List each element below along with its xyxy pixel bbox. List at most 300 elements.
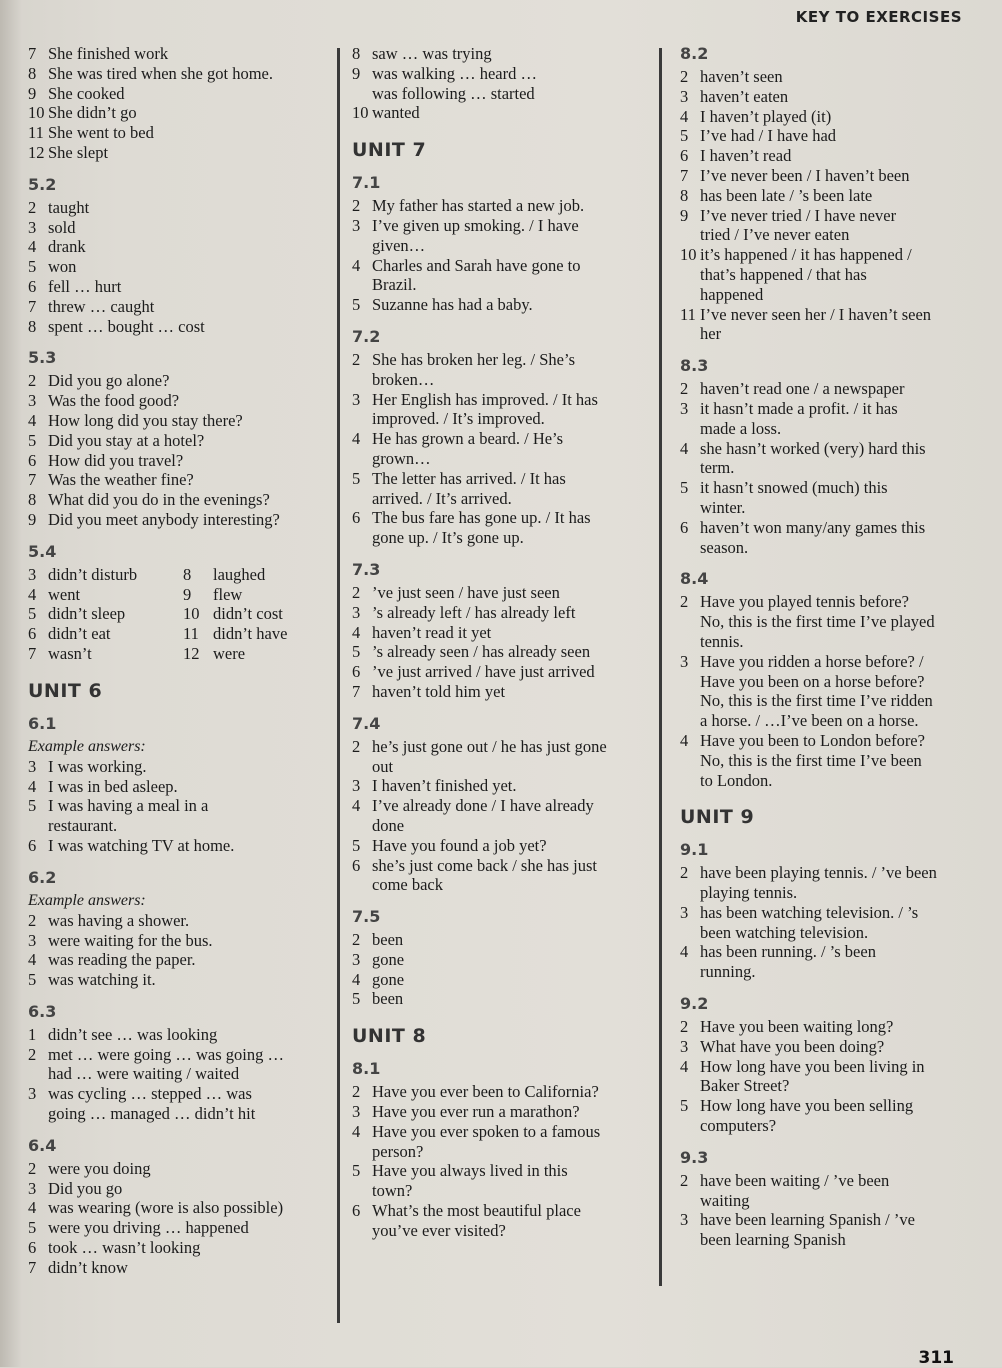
item-number: 7 — [28, 470, 37, 490]
answer-text: tennis. — [700, 631, 744, 651]
item-number: 9 — [183, 584, 192, 604]
answer-line — [28, 624, 183, 644]
answer-text: She went to bed — [48, 123, 154, 143]
answer-line — [352, 256, 652, 276]
answer-text: She slept — [48, 142, 109, 162]
answer-line — [680, 399, 980, 419]
item-number: 5 — [28, 430, 37, 450]
answer-line — [352, 970, 652, 990]
answer-line — [680, 1210, 980, 1230]
answer-text: I was having a meal in a — [48, 796, 209, 816]
item-number: 4 — [28, 584, 37, 604]
answer-text: have been learning Spanish / ’ve — [700, 1210, 915, 1230]
answer-text: computers? — [700, 1116, 777, 1136]
answer-text: Have you found a job yet? — [372, 835, 547, 855]
answer-text: I’ve already done / I have already — [372, 796, 594, 816]
answer-continuation — [680, 691, 980, 711]
answer-text: saw … was trying — [372, 44, 492, 63]
answer-text: was watching it. — [48, 970, 156, 990]
answer-column-3 — [680, 44, 980, 1250]
answer-text: running. — [700, 962, 756, 982]
item-number: 7 — [28, 643, 37, 663]
answer-text: ’s already seen / has already seen — [372, 642, 591, 662]
answer-text: happened — [700, 284, 764, 304]
answer-text: season. — [700, 537, 749, 557]
answer-line — [680, 305, 980, 325]
answer-continuation — [352, 1142, 652, 1162]
answer-text: How long did you stay there? — [48, 410, 243, 430]
exercise-heading: 6.3 — [28, 1001, 57, 1021]
answer-line — [352, 1161, 652, 1181]
answer-line — [28, 1179, 333, 1199]
item-number: 5 — [680, 126, 689, 146]
answer-line — [680, 863, 980, 883]
answer-text: Suzanne has had a baby. — [372, 295, 533, 315]
item-number: 6 — [28, 624, 37, 644]
answer-continuation — [680, 771, 980, 791]
exercise-heading: 6.1 — [28, 713, 57, 733]
answer-text: I’ve never tried / I have never — [700, 205, 897, 225]
answer-text: was reading the paper. — [48, 950, 196, 970]
answer-continuation — [680, 672, 980, 692]
answer-text: it hasn’t snowed (much) this — [700, 478, 888, 498]
item-number: 5 — [352, 989, 361, 1009]
answer-text: have been playing tennis. / ’ve been — [700, 863, 937, 883]
item-number: 3 — [680, 86, 689, 106]
answer-text: Have you been to London before? — [700, 730, 925, 750]
item-number: 4 — [680, 106, 689, 126]
answer-text: was having a shower. — [48, 910, 190, 930]
answer-continuation — [680, 265, 980, 285]
answer-text: gone up. / It’s gone up. — [372, 528, 524, 548]
answer-text: took … wasn’t looking — [48, 1238, 201, 1258]
answer-text: won — [48, 257, 77, 277]
item-number: 3 — [28, 1178, 37, 1198]
answer-line — [352, 64, 652, 84]
answer-text: haven’t eaten — [700, 86, 789, 106]
answer-text: you’ve ever visited? — [372, 1220, 506, 1240]
answer-line — [183, 624, 323, 644]
answer-text: tried / I’ve never eaten — [700, 225, 850, 245]
answer-continuation — [680, 1230, 980, 1250]
answer-text: I haven’t played (it) — [700, 106, 832, 126]
answer-text: been learning Spanish — [700, 1230, 846, 1250]
answer-text: made a loss. — [700, 418, 782, 438]
answer-text: didn’t know — [48, 1257, 128, 1277]
answer-line — [680, 126, 980, 146]
answer-line — [680, 1171, 980, 1191]
answer-column-2 — [352, 44, 652, 1241]
answer-line — [28, 1238, 333, 1258]
answer-text: given… — [372, 235, 426, 255]
item-number: 10 — [352, 103, 369, 123]
answer-line — [352, 429, 652, 449]
answer-text: it hasn’t made a profit. / it has — [700, 398, 898, 418]
answer-text: haven’t read it yet — [372, 622, 492, 642]
item-number: 6 — [28, 1238, 37, 1258]
answer-text: No, this is the first time I’ve played — [700, 612, 935, 632]
answer-text: I’ve never seen her / I haven’t seen — [700, 304, 932, 324]
answer-text: Have you ridden a horse before? / — [700, 651, 924, 671]
answer-line — [680, 166, 980, 186]
item-number: 2 — [28, 1158, 37, 1178]
answer-line — [680, 903, 980, 923]
item-number: 3 — [352, 215, 361, 235]
item-number: 3 — [352, 776, 361, 796]
item-number: 2 — [352, 349, 361, 369]
answer-text: gone — [372, 949, 405, 969]
answer-text: Her English has improved. / It has — [372, 389, 598, 409]
answer-line — [680, 1096, 980, 1116]
exercise-heading: 5.3 — [28, 348, 57, 368]
answer-line — [352, 642, 652, 662]
item-number: 2 — [28, 197, 37, 217]
answer-line — [28, 470, 333, 490]
item-number: 3 — [28, 930, 37, 950]
answer-text: person? — [372, 1141, 424, 1161]
answer-text: Was the weather fine? — [48, 470, 194, 490]
item-number: 3 — [28, 217, 37, 237]
item-number: 9 — [680, 205, 689, 225]
item-number: 3 — [28, 756, 37, 776]
answer-line — [28, 604, 183, 624]
item-number: 6 — [352, 508, 361, 528]
answer-line — [28, 257, 333, 277]
answer-text: Did you stay at a hotel? — [48, 430, 205, 450]
item-number: 4 — [28, 1198, 37, 1218]
answer-text: she hasn’t worked (very) hard this — [700, 438, 926, 458]
answer-text: ’ve just seen / have just seen — [372, 582, 560, 602]
exercise-heading: 6.4 — [28, 1135, 57, 1155]
answer-text: went — [48, 584, 81, 604]
answer-text: that’s happened / that has — [700, 264, 867, 284]
answer-continuation — [352, 875, 652, 895]
item-number: 2 — [680, 379, 689, 399]
item-number: 2 — [680, 863, 689, 883]
answer-text: She was tired when she got home. — [48, 63, 273, 83]
answer-text: grown… — [372, 448, 431, 468]
answer-line — [680, 518, 980, 538]
answer-line — [28, 277, 333, 297]
answer-text: I was in bed asleep. — [48, 776, 178, 796]
item-number: 2 — [680, 1017, 689, 1037]
answer-text: didn’t eat — [48, 624, 111, 644]
item-number: 11 — [28, 123, 44, 143]
item-number: 5 — [28, 604, 37, 624]
answer-line — [28, 644, 183, 664]
answer-text: I’ve never been / I haven’t been — [700, 165, 910, 185]
answer-text: come back — [372, 875, 444, 895]
item-number: 7 — [352, 681, 361, 701]
exercise-heading: 8.4 — [680, 569, 709, 589]
item-number: 10 — [183, 604, 200, 624]
answer-line — [28, 237, 333, 257]
answer-text: done — [372, 815, 405, 835]
answer-line — [352, 737, 652, 757]
item-number: 3 — [352, 1102, 361, 1122]
answer-line — [28, 1045, 333, 1065]
answer-text: How did you travel? — [48, 450, 184, 470]
answer-text: were you doing — [48, 1158, 151, 1178]
exercise-heading: 7.5 — [352, 907, 381, 927]
item-number: 5 — [680, 478, 689, 498]
answer-text: met … were going … was going … — [48, 1044, 285, 1064]
answer-continuation — [680, 225, 980, 245]
answer-text: a horse. / …I’ve been on a horse. — [700, 711, 919, 731]
answer-continuation — [680, 612, 980, 632]
answer-text: was walking … heard … — [372, 63, 537, 83]
item-number: 2 — [352, 196, 361, 216]
answer-line — [352, 603, 652, 623]
answer-continuation — [352, 449, 652, 469]
answer-line — [28, 123, 333, 143]
answer-line — [352, 583, 652, 603]
item-number: 3 — [352, 602, 361, 622]
answer-text: She cooked — [48, 83, 125, 103]
answer-line — [680, 652, 980, 672]
answer-line — [352, 623, 652, 643]
answer-text: My father has started a new job. — [372, 196, 585, 216]
answer-line — [28, 1084, 333, 1104]
answer-continuation — [352, 84, 652, 104]
item-number: 5 — [352, 295, 361, 315]
item-number: 9 — [28, 509, 37, 529]
answer-line — [680, 1037, 980, 1057]
item-number: 3 — [28, 1084, 37, 1104]
answer-line — [680, 592, 980, 612]
answer-text: waiting — [700, 1190, 750, 1210]
answer-line — [352, 1201, 652, 1221]
item-number: 3 — [680, 1036, 689, 1056]
item-number: 7 — [28, 1257, 37, 1277]
answer-text: arrived. / It’s arrived. — [372, 488, 512, 508]
item-number: 2 — [680, 592, 689, 612]
answer-text: fell … hurt — [48, 276, 122, 296]
answer-text: What’s the most beautiful place — [372, 1201, 581, 1221]
answer-continuation — [680, 923, 980, 943]
answer-continuation — [680, 632, 980, 652]
item-number: 3 — [680, 651, 689, 671]
answer-line — [28, 911, 333, 931]
answer-text: had … were waiting / waited — [48, 1064, 240, 1084]
answer-line — [352, 662, 652, 682]
answer-continuation — [28, 1104, 333, 1124]
answer-text: How long have you been living in — [700, 1056, 925, 1076]
item-number: 2 — [352, 930, 361, 950]
answer-text: Did you go alone? — [48, 371, 170, 391]
item-number: 3 — [680, 398, 689, 418]
answer-line — [680, 379, 980, 399]
answer-column-1 — [28, 44, 333, 1278]
answer-line — [352, 1122, 652, 1142]
answer-text: she’s just come back / she has just — [372, 855, 598, 875]
two-column-answers — [28, 565, 333, 664]
answer-line — [352, 950, 652, 970]
answer-line — [183, 585, 323, 605]
item-number: 10 — [28, 103, 45, 123]
answer-text: Baker Street? — [700, 1076, 790, 1096]
answer-text: She finished work — [48, 44, 169, 63]
answer-line — [352, 196, 652, 216]
answer-continuation — [352, 816, 652, 836]
item-number: 6 — [680, 146, 689, 166]
answer-continuation — [28, 1064, 333, 1084]
answer-text: No, this is the first time I’ve ridden — [700, 691, 933, 711]
answer-text: Did you meet anybody interesting? — [48, 509, 280, 529]
answer-line — [352, 776, 652, 796]
answer-line — [28, 143, 333, 163]
answer-line — [680, 1057, 980, 1077]
item-number: 3 — [28, 391, 37, 411]
answer-text: Was the food good? — [48, 391, 180, 411]
item-number: 4 — [28, 237, 37, 257]
answer-continuation — [352, 275, 652, 295]
item-number: 3 — [352, 949, 361, 969]
answer-text: broken… — [372, 369, 435, 389]
item-number: 6 — [28, 450, 37, 470]
answer-text: been — [372, 930, 404, 950]
answer-line — [28, 198, 333, 218]
exercise-heading: 9.2 — [680, 994, 709, 1014]
answer-text: been — [372, 989, 404, 1009]
answer-line — [28, 84, 333, 104]
answer-text: he’s just gone out / he has just gone — [372, 736, 607, 756]
answer-text: term. — [700, 458, 735, 478]
answer-continuation — [352, 489, 652, 509]
answer-text: has been watching television. / ’s — [700, 902, 919, 922]
answer-text: Have you been waiting long? — [700, 1017, 894, 1037]
item-number: 4 — [680, 438, 689, 458]
running-header: KEY TO EXERCISES — [795, 8, 962, 26]
answer-line — [28, 391, 333, 411]
item-number: 2 — [680, 1170, 689, 1190]
item-number: 4 — [28, 950, 37, 970]
answer-text: town? — [372, 1181, 413, 1201]
answer-text: improved. / It’s improved. — [372, 409, 545, 429]
answer-line — [680, 67, 980, 87]
answer-text: it’s happened / it has happened / — [700, 245, 912, 265]
answer-continuation — [680, 324, 980, 344]
answer-line — [352, 1082, 652, 1102]
answer-text: Have you played tennis before? — [700, 592, 909, 612]
item-number: 4 — [680, 730, 689, 750]
answer-text: Brazil. — [372, 275, 417, 295]
answer-line — [28, 1258, 333, 1278]
answer-line — [680, 478, 980, 498]
item-number: 5 — [352, 1161, 361, 1181]
answer-text: wanted — [372, 103, 420, 123]
answer-line — [352, 350, 652, 370]
item-number: 9 — [28, 83, 37, 103]
item-number: 4 — [352, 969, 361, 989]
answer-text: ’s already left / has already left — [372, 602, 576, 622]
answer-line — [28, 777, 333, 797]
exercise-heading: 8.3 — [680, 356, 709, 376]
item-number: 4 — [352, 255, 361, 275]
exercise-heading: 6.2 — [28, 867, 57, 887]
item-number: 2 — [28, 910, 37, 930]
item-number: 2 — [352, 736, 361, 756]
answer-line — [183, 604, 323, 624]
answer-line — [28, 585, 183, 605]
item-number: 5 — [28, 970, 37, 990]
answer-line — [680, 245, 980, 265]
exercise-heading: 7.1 — [352, 173, 381, 193]
answer-continuation — [352, 1221, 652, 1241]
item-number: 2 — [352, 582, 361, 602]
answer-continuation — [680, 1191, 980, 1211]
answer-line — [28, 836, 333, 856]
item-number: 4 — [680, 942, 689, 962]
answer-text: haven’t told him yet — [372, 681, 506, 701]
item-number: 7 — [680, 165, 689, 185]
answer-text: were — [213, 643, 246, 663]
item-number: 4 — [352, 796, 361, 816]
unit-heading: UNIT 6 — [28, 679, 103, 702]
answer-text: was wearing (wore is also possible) — [48, 1198, 284, 1218]
item-number: 4 — [352, 429, 361, 449]
answer-text: didn’t sleep — [48, 604, 126, 624]
item-number: 12 — [28, 142, 45, 162]
item-number: 4 — [28, 776, 37, 796]
answer-continuation — [680, 1076, 980, 1096]
answer-text: didn’t cost — [213, 604, 283, 624]
answer-line — [680, 107, 980, 127]
answer-text: I’ve had / I have had — [700, 126, 837, 146]
example-answers-note: Example answers: — [28, 891, 146, 909]
item-number: 12 — [183, 643, 200, 663]
answer-text: taught — [48, 197, 90, 217]
item-number: 11 — [680, 304, 696, 324]
answer-text: were you driving … happened — [48, 1218, 249, 1238]
answer-text: going … managed … didn’t hit — [48, 1104, 256, 1124]
answer-text: drank — [48, 237, 86, 257]
answer-text: I haven’t finished yet. — [372, 776, 517, 796]
item-number: 2 — [28, 1044, 37, 1064]
item-number: 7 — [28, 44, 37, 63]
answer-text: She didn’t go — [48, 103, 137, 123]
answer-text: ’ve just arrived / have just arrived — [372, 662, 595, 682]
item-number: 1 — [28, 1024, 37, 1044]
item-number: 6 — [28, 276, 37, 296]
exercise-heading: 7.2 — [352, 326, 381, 346]
answer-continuation — [680, 285, 980, 305]
answer-text: threw … caught — [48, 296, 155, 316]
answer-line — [28, 431, 333, 451]
answer-line — [680, 439, 980, 459]
answer-line — [28, 1198, 333, 1218]
item-number: 5 — [352, 642, 361, 662]
answer-text: Have you ever run a marathon? — [372, 1102, 580, 1122]
answer-text: Have you ever been to California? — [372, 1082, 599, 1102]
answer-text: flew — [213, 584, 243, 604]
answer-text: restaurant. — [48, 816, 118, 836]
answer-line — [680, 146, 980, 166]
answer-line — [352, 930, 652, 950]
item-number: 3 — [352, 389, 361, 409]
answer-text: winter. — [700, 497, 746, 517]
answer-continuation — [680, 962, 980, 982]
item-number: 8 — [28, 490, 37, 510]
item-number: 5 — [352, 468, 361, 488]
answer-text: sold — [48, 217, 76, 237]
answer-line — [352, 856, 652, 876]
answer-line — [28, 1159, 333, 1179]
answer-text: didn’t see … was looking — [48, 1024, 218, 1044]
answer-line — [680, 731, 980, 751]
answer-text: Did you go — [48, 1178, 123, 1198]
answer-line — [28, 218, 333, 238]
